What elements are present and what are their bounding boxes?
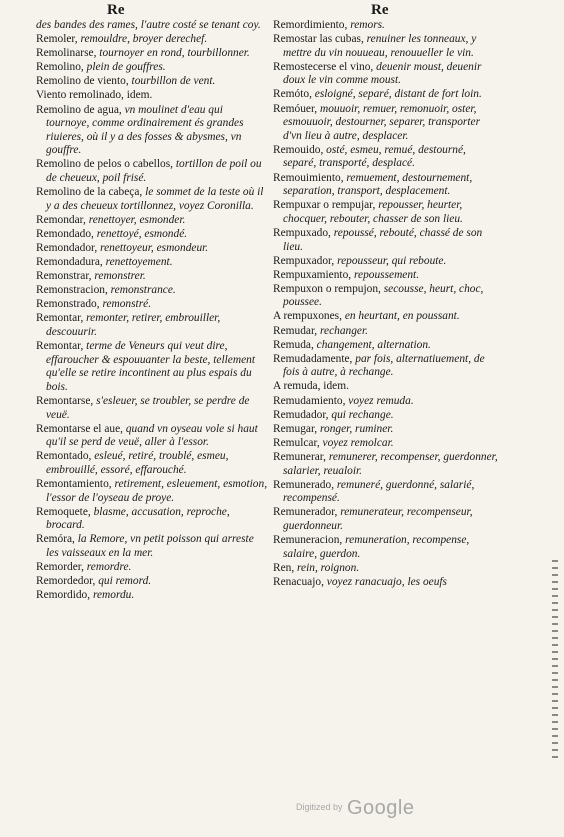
dictionary-entry: [273, 576, 499, 590]
digitized-by-label: Digitized by: [296, 802, 343, 812]
entry-definition: remuneration, recompense, salaire, guerdon.: [283, 533, 470, 560]
dictionary-entry: [273, 339, 499, 353]
entry-headword: Rempuxador,: [273, 254, 338, 267]
entry-headword: Remouimiento,: [273, 171, 347, 184]
dictionary-entry: [273, 227, 499, 254]
entry-definition: deuenir moust, deuenir doux le vin comme moust.: [283, 60, 482, 87]
dictionary-entry: [273, 103, 499, 144]
entry-definition: remunerateur, recompenseur, guerdonneur.: [283, 506, 473, 532]
entry-headword: Remugar,: [273, 422, 320, 435]
entry-definition: remordre.: [86, 561, 132, 574]
entry-definition: remonstré.: [102, 298, 152, 311]
entry-headword: Remondar,: [36, 213, 89, 226]
dictionary-entry: [36, 270, 268, 284]
entry-definition: remuement, destournement, separation, transport, desplacement.: [283, 171, 473, 198]
dictionary-entry: [273, 199, 499, 226]
dictionary-entry: [273, 423, 499, 437]
google-logo-text: Google: [346, 797, 415, 819]
dictionary-entry: [273, 479, 499, 506]
entry-headword: Remolino de la cabeça,: [36, 186, 146, 199]
entry-headword: Remóuer,: [273, 102, 320, 115]
dictionary-entry: [273, 451, 499, 478]
entry-headword: Remordido,: [36, 589, 93, 602]
entry-definition: quand vn oyseau vole si haut qu'il se perd de veuë, aller à l'essor.: [46, 422, 258, 449]
entry-definition: mouuoir, remuer, remonuoir, oster, esmouuoir, destourner, separer, transporter d'vn lieu à autre, desplacer.: [283, 102, 481, 142]
entry-headword: Remunerar,: [273, 450, 329, 463]
entry-headword: Remonstrar,: [36, 270, 95, 283]
entry-headword: Remontarse el aue,: [36, 422, 126, 435]
entry-headword: Remostar las cubas,: [273, 33, 367, 46]
entry-headword: Remudamiento,: [273, 394, 349, 407]
entry-definition: blasme, accusation, reproche, brocard.: [46, 505, 230, 532]
entry-headword: Remoquete,: [36, 505, 94, 518]
entry-headword: Remordedor,: [36, 575, 99, 588]
entry-headword: Remuneracion,: [273, 533, 346, 546]
left-column: [36, 19, 268, 603]
entry-headword: Remudadamente,: [273, 352, 356, 365]
entry-definition: voyez ranacuajo, les oeufs: [326, 575, 447, 588]
entry-definition: voyez remolcar.: [322, 436, 394, 449]
entry-definition: repoussement.: [354, 268, 420, 281]
dictionary-entry: [36, 256, 268, 270]
right-column: [273, 19, 499, 590]
dictionary-entry: [36, 450, 268, 477]
dictionary-entry: [273, 19, 499, 33]
dictionary-entry: [36, 589, 268, 603]
entry-definition: tourbillon de vent.: [131, 75, 216, 88]
running-head-left: Re: [107, 2, 125, 18]
entry-headword: Remontar,: [36, 312, 87, 325]
entry-definition: plein de gouffres.: [86, 61, 166, 74]
entry-headword: Rempuxamiento,: [273, 268, 354, 281]
entry-headword: Remolinarse,: [36, 47, 100, 60]
entry-definition: renettoyeur, esmondeur.: [100, 242, 209, 254]
entry-headword: Viento remolinado, idem.: [36, 89, 153, 102]
entry-definition: esleué, retiré, troublé, esmeu, embrouillé, essoré, effarouché.: [46, 450, 229, 476]
dictionary-entry: [36, 533, 268, 560]
dictionary-entry: [36, 395, 268, 422]
entry-definition: la Remore, vn petit poisson qui arreste les vaisseaux en la mer.: [46, 533, 254, 560]
entry-headword: Remondador,: [36, 242, 101, 254]
dictionary-entry: [273, 88, 499, 102]
entry-definition: terme de Veneurs qui veut dire, effaroucher & espouuanter la beste, tellement qu'elle se retire incontinent au plus espais du bois.: [46, 340, 255, 393]
digitized-watermark: [296, 797, 414, 820]
dictionary-entry: [36, 33, 268, 47]
entry-headword: Remóto,: [273, 88, 315, 101]
dictionary-entry: [273, 144, 499, 171]
entry-headword: Remondadura,: [36, 256, 106, 269]
entry-headword: Rempuxado,: [273, 226, 334, 239]
dictionary-entry: [36, 214, 268, 228]
entry-headword: Remunerador,: [273, 506, 341, 519]
entry-definition: renettoyer, esmonder.: [88, 213, 186, 226]
entry-definition: en heurtant, en poussant.: [344, 310, 460, 323]
dictionary-entry: [273, 506, 499, 533]
dictionary-entry: [273, 172, 499, 199]
entry-definition: des bandes des rames, l'autre costé se tenant coy.: [36, 19, 261, 31]
entry-headword: Remordimiento,: [273, 19, 351, 31]
dictionary-entry: [273, 61, 499, 88]
dictionary-entry: [36, 228, 268, 242]
dictionary-entry: [36, 242, 268, 256]
entry-headword: A remuda, idem.: [273, 380, 349, 393]
dictionary-entry: [273, 395, 499, 409]
dictionary-entry: [36, 298, 268, 312]
dictionary-entry: [36, 561, 268, 575]
entry-definition: voyez remuda.: [348, 394, 414, 407]
entry-definition: rechanger.: [320, 324, 368, 337]
dictionary-entry: [36, 340, 268, 394]
entry-definition: repousser, heurter, chocquer, rebouter, chasser de son lieu.: [283, 199, 463, 225]
entry-headword: Remunerado,: [273, 478, 337, 491]
entry-definition: retirement, esleuement, esmotion, l'essor de l'oyseau de proye.: [46, 478, 268, 504]
entry-headword: Remontar,: [36, 340, 87, 353]
page-edge-marks: [552, 560, 558, 760]
entry-definition: renuiner les tonneaux, y mettre du vin nouueau, renouueller le vin.: [283, 33, 477, 59]
dictionary-entry: [273, 534, 499, 561]
entry-definition: remors.: [350, 19, 385, 31]
entry-headword: Remontarse,: [36, 395, 97, 408]
dictionary-entry: [273, 380, 499, 394]
entry-definition: renettoyé, esmondé.: [96, 227, 188, 240]
dictionary-entry: [36, 312, 268, 339]
entry-definition: remonstrer.: [94, 270, 146, 283]
entry-definition: rein, roignon.: [297, 561, 360, 574]
entry-headword: Rempuxon o rempujon,: [273, 282, 384, 295]
entry-headword: Remuda,: [273, 338, 317, 351]
entry-headword: Remouido,: [273, 143, 327, 156]
dictionary-entry: [36, 575, 268, 589]
dictionary-entry: [36, 75, 268, 89]
entry-definition: ronger, ruminer.: [320, 422, 394, 435]
dictionary-entry: [273, 409, 499, 423]
entry-definition: le sommet de la teste où il y a des cheueux tortillonnez, voyez Coronilla.: [46, 186, 264, 212]
entry-definition: remunerer, recompenser, guerdonner, salarier, reualoir.: [283, 450, 498, 477]
dictionary-entry: [273, 310, 499, 324]
entry-headword: Remoler,: [36, 33, 81, 46]
dictionary-entry: [273, 325, 499, 339]
dictionary-entry: [36, 89, 268, 103]
dictionary-entry: [36, 47, 268, 61]
entry-definition: esloigné, separé, distant de fort loin.: [314, 88, 482, 101]
entry-headword: Remonstrado,: [36, 298, 103, 311]
dictionary-entry: [36, 104, 268, 158]
entry-headword: Remudador,: [273, 408, 332, 421]
entry-headword: A rempuxones,: [273, 310, 345, 323]
dictionary-entry: [36, 506, 268, 533]
entry-headword: Remolino de pelos o cabellos,: [36, 158, 176, 171]
entry-definition: par fois, alternatiuement, de fois à autre, à rechange.: [283, 352, 485, 379]
entry-headword: Remontamiento,: [36, 478, 115, 491]
entry-definition: tortillon de poil ou de cheueux, poil frisé.: [46, 158, 262, 185]
entry-definition: remuneré, guerdonné, salarié, recompensé.: [283, 478, 475, 505]
entry-definition: remordu.: [92, 589, 135, 602]
entry-headword: Remostecerse el vino,: [273, 60, 377, 73]
entry-definition: remonter, retirer, embrouiller, descouurir.: [46, 312, 221, 339]
entry-headword: Remóra,: [36, 533, 78, 546]
entry-headword: Remorder,: [36, 561, 87, 574]
dictionary-entry: [273, 437, 499, 451]
entry-headword: Remontado,: [36, 450, 95, 463]
dictionary-entry: [36, 19, 268, 33]
dictionary-entry: [36, 478, 268, 505]
dictionary-entry: [273, 33, 499, 60]
entry-definition: qui rechange.: [331, 408, 394, 421]
entry-definition: repousseur, qui reboute.: [337, 254, 447, 267]
entry-headword: Remolino,: [36, 61, 87, 74]
entry-definition: vn moulinet d'eau qui tournoye, comme ordinairement és grandes riuieres, où il y a des fosses & abysmes, vn gouffre.: [46, 103, 244, 157]
dictionary-entry: [273, 353, 499, 380]
entry-headword: Ren,: [273, 561, 298, 574]
entry-definition: remouldre, broyer derechef.: [80, 33, 208, 46]
entry-headword: Remolino de agua,: [36, 103, 125, 116]
entry-definition: changement, alternation.: [316, 338, 431, 351]
dictionary-entry: [36, 61, 268, 75]
entry-headword: Renacuajo,: [273, 575, 327, 588]
entry-headword: Rempuxar o rempujar,: [273, 199, 379, 212]
entry-headword: Remonstracion,: [36, 284, 111, 297]
entry-definition: osté, esmeu, remué, destourné, separé, transporté, desplacé.: [283, 143, 466, 170]
entry-headword: Remudar,: [273, 324, 320, 337]
entry-headword: Remulcar,: [273, 436, 323, 449]
entry-definition: qui remord.: [98, 575, 152, 588]
dictionary-entry: [273, 269, 499, 283]
dictionary-entry: [36, 423, 268, 450]
dictionary-entry: [36, 158, 268, 185]
entry-definition: remonstrance.: [110, 284, 176, 297]
entry-definition: renettoyement.: [105, 256, 173, 269]
entry-headword: Remondado,: [36, 227, 97, 240]
dictionary-entry: [273, 255, 499, 269]
dictionary-entry: [36, 186, 268, 213]
running-head-right: Re: [371, 2, 389, 18]
entry-definition: s'esleuer, se troubler, se perdre de veuë.: [46, 395, 250, 421]
entry-definition: repoussé, rebouté, chassé de son lieu.: [283, 226, 483, 253]
dictionary-entry: [273, 562, 499, 576]
entry-definition: tournoyer en rond, tourbillonner.: [99, 47, 250, 60]
entry-headword: Remolino de viento,: [36, 75, 132, 88]
entry-definition: secousse, heurt, choc, poussee.: [283, 282, 484, 309]
dictionary-entry: [36, 284, 268, 298]
dictionary-entry: [273, 283, 499, 310]
